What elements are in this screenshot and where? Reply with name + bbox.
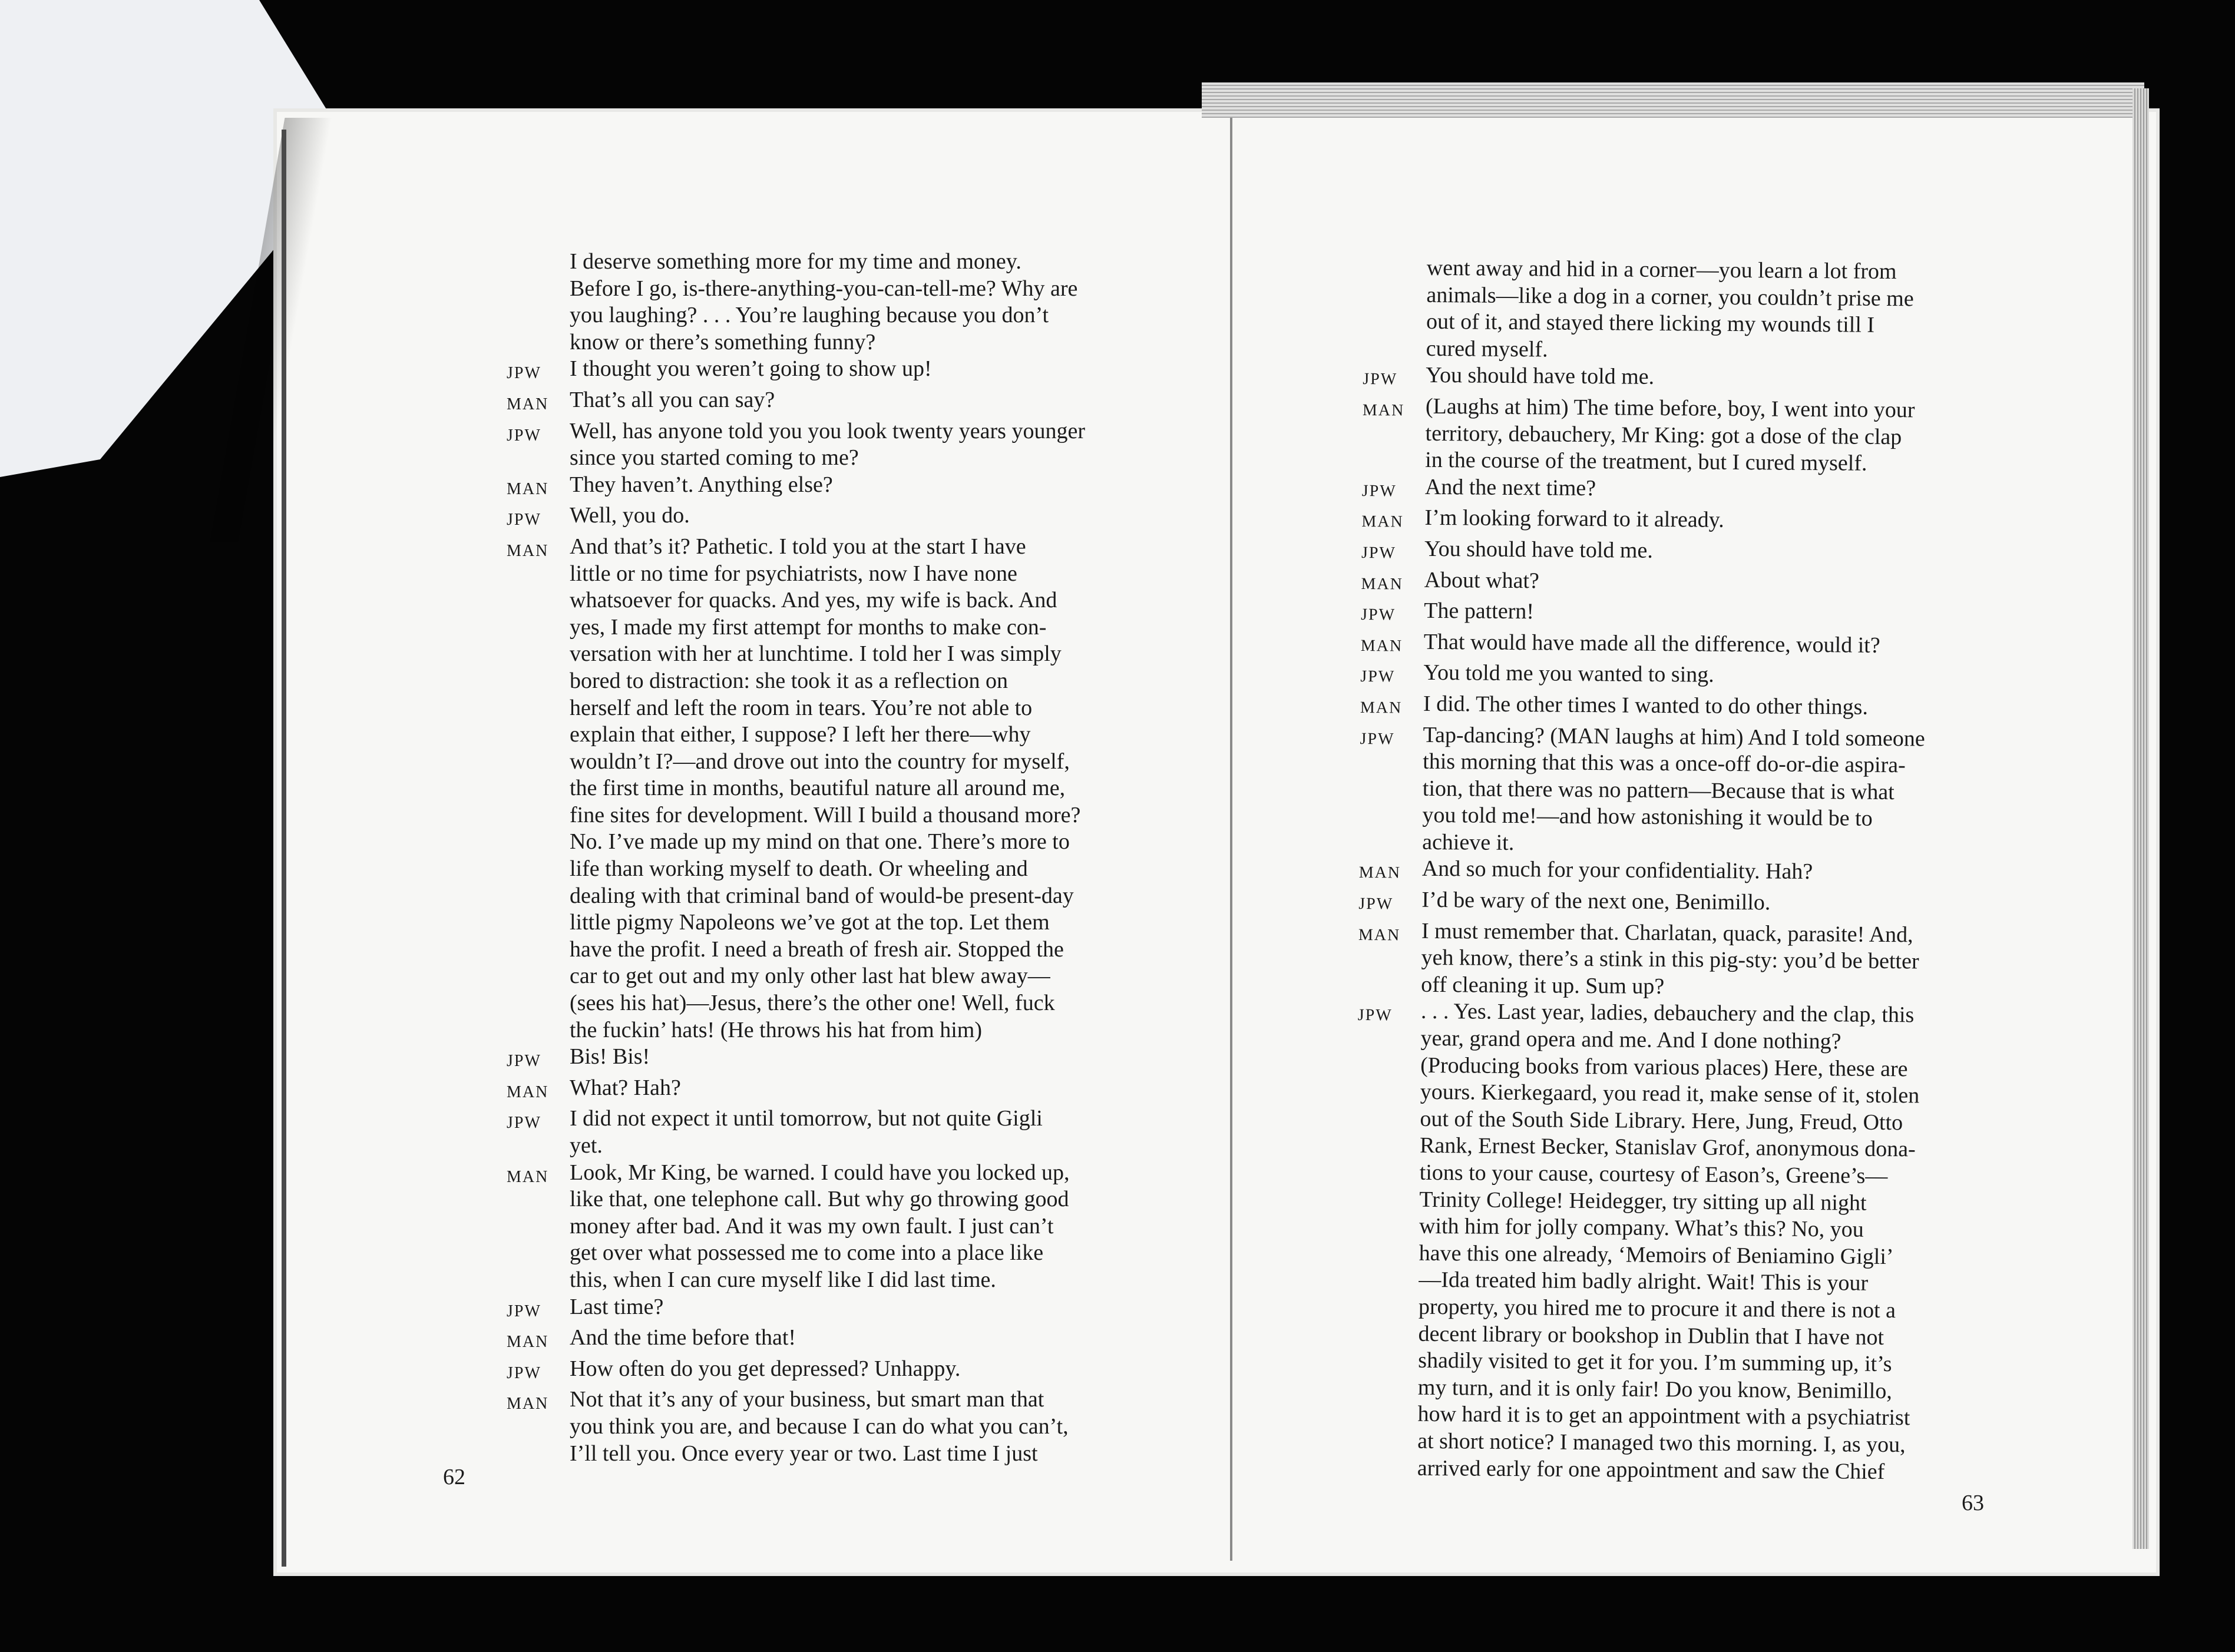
dialogue-text: Look, Mr King, be warned. I could have you locked up, like that, one telephone call. But why go throwing good money after bad. And it was my own fault. I just can’t get over what possessed me to come into a place like this, when I can cure myself like I did last time. [570,1160,1070,1292]
speaker-label: MAN [1362,400,1405,420]
right-page-number: 63 [1962,1491,1984,1515]
dialogue-text: And the time before that! [570,1325,796,1350]
speaker-label: MAN [1360,636,1403,655]
speaker-label: JPW [1361,481,1397,501]
dialogue-text: (Laughs at him) The time before, boy, I went into your territory, debauchery, Mr King: got a dose of the clap in the course of the treatment, but I cured myself. [1425,393,1915,476]
dialogue-text: Bis! Bis! [570,1044,650,1070]
speaker-label [1364,254,1427,259]
dialogue-entry [1363,362,2016,398]
dialogue-entry [507,356,1155,387]
right-page-text [1354,254,2018,1487]
dialogue-entry [507,534,1155,990]
dialogue-entry [507,1044,1155,1075]
speaker-label: JPW [1360,729,1395,748]
speaker-label: JPW [1358,895,1394,913]
dialogue-entry [1358,918,2012,1003]
dialogue-text: Well, has anyone told you you look twenty years younger since you started coming to me? [570,418,1085,471]
dialogue-entry [1361,535,2015,571]
dialogue-text: And that’s it? Pathetic. I told you at the start I have little or no time for psychiatrists, now I have none whatsoever for quacks. And yes, my wife is back. And yes, I made my first attempt for months to make con- versation with her at lunchtime. I told her I was simply bored to distraction: she took it as a reflection on herself and left the room in tears. You’re not able to explain that either, I suppose? I left her there—why wouldn’t I?—and drove out into the country for myself, the first time in months, beautiful nature all around me, fine sites for development. Will I build a thousand more? No. I’ve made up my mind on that one. There’s more to life than working myself to death. Or wheeling and dealing with that criminal band of would-be present-day little pigmy Napoleons we’ve got at the top. Let them have the profit. I need a breath of fresh air. Stopped the car to get out and my only other last hat blew away— [570,534,1081,989]
speaker-label: MAN [507,541,549,560]
dialogue-entry [1361,567,2015,602]
speaker-label: MAN [1358,863,1401,882]
dialogue-entry [507,472,1155,503]
speaker-label [507,990,570,994]
dialogue-entry [1361,504,2015,540]
dialogue-text: I’m looking forward to it already. [1424,505,1724,533]
dialogue-entry [1359,855,2013,891]
speaker-label: JPW [507,511,541,529]
dialogue-entry [507,1356,1155,1387]
dialogue-text: Last time? [570,1294,664,1319]
left-page-number: 62 [443,1465,465,1489]
dialogue-text: You should have told me. [1426,363,1655,390]
dialogue-text: I did not expect it until tomorrow, but not quite Gigli yet. [570,1106,1043,1158]
dialogue-text: went away and hid in a corner—you learn a lot from animals—like a dog in a corner, you couldn’t prise me out of it, and stayed there licking my wounds till I cured myself. [1426,255,1914,362]
speaker-label: MAN [507,395,549,413]
dialogue-text: I’d be wary of the next one, Benimillo. [1421,887,1771,915]
book-spine [1230,118,1232,1561]
dialogue-text: Well, you do. [570,503,690,528]
dialogue-entry [507,1075,1155,1106]
speaker-label: JPW [1360,667,1396,686]
speaker-label [507,249,570,253]
book-left-edge [282,130,286,1567]
dialogue-text: About what? [1424,567,1540,593]
speaker-label: MAN [507,1395,549,1413]
dialogue-entry [507,387,1155,418]
speaker-label: JPW [507,1114,541,1133]
dialogue-entry [1362,474,2016,509]
dialogue-text: Tap-dancing? (MAN laughs at him) And I told someone this morning that this was a once-off do-or-die aspira- tion, that there was no pattern—Because that is what you told me!—and how astonishing it would be to achieve it. [1422,722,1925,855]
dialogue-text: The pattern! [1424,598,1535,624]
dialogue-entry [507,1386,1155,1467]
dialogue-text: How often do you get depressed? Unhappy. [570,1356,961,1381]
dialogue-text: What? Hah? [570,1075,681,1100]
dialogue-entry [1362,393,2016,478]
dialogue-entry [507,990,1155,1044]
speaker-label: JPW [507,1363,541,1382]
dialogue-entry [1360,659,2014,695]
speaker-label: JPW [1361,605,1396,624]
speaker-label: MAN [1360,698,1403,717]
speaker-label: MAN [1361,512,1404,531]
speaker-label: MAN [1358,925,1401,945]
speaker-label: JPW [507,1302,541,1320]
speaker-label: JPW [507,426,541,445]
dialogue-text: You should have told me. [1424,536,1653,563]
speaker-label: JPW [507,1052,541,1071]
dialogue-entry [507,418,1155,472]
dialogue-entry [1354,998,2012,1486]
dialogue-entry [507,249,1155,356]
dialogue-text: And so much for your confidentiality. Hah? [1421,856,1813,885]
speaker-label: JPW [1361,543,1397,562]
dialogue-text: You told me you wanted to sing. [1423,660,1714,688]
dialogue-entry [1359,721,2014,860]
dialogue-text: . . . Yes. Last year, ladies, debauchery and the clap, this year, grand opera and me. And I done nothing? (Producing books from various places) Here, these are yours. Kierkegaard, you read it, make sense of it, stolen out of the South Side Library. Here, Jung, Freud, Otto Rank, Ernest Becker, Stanislav Grof, anonymous dona- tions to your cause, courtesy of Eason’s, Greene’s— Trinity College! Heidegger, try sitting up all night with him for jolly company. What’s this? No, you have this one already, ‘Memoirs of Beniamino Gigli’ —Ida treated him badly alright. Wait! This is your property, you hired me to procure it and there is not a decent library or bookshop in Dublin that I have not shadily visited to get it for you. I’m summing up, it’s my turn, and it is only fair! Do you know, Benimillo, how hard it is to get an appointment with a psychiatrist at short notice? I managed two this morning. I, as you, arrived early for one appointment and saw the Chief [1417,999,1920,1484]
speaker-label: MAN [507,479,549,498]
dialogue-text: I must remember that. Charlatan, quack, parasite! And, yeh know, there’s a stink in this pig-sty: you’d be better off cleaning it up. Sum up? [1421,918,1919,999]
dialogue-text: That’s all you can say? [570,387,775,412]
dialogue-text: That would have made all the difference, would it? [1423,629,1880,658]
left-page-text [507,249,1155,1467]
speaker-label: MAN [1361,574,1404,594]
dialogue-entry [1358,886,2012,922]
dialogue-entry [507,1160,1155,1294]
dialogue-text: I did. The other times I wanted to do other things. [1423,691,1869,720]
dialogue-text: (sees his hat)—Jesus, there’s the other one! Well, fuck the fuckin’ hats! (He throws his hat from him) [570,991,1055,1042]
page-stack-right-edge [2132,88,2149,1549]
dialogue-entry [1361,597,2015,633]
dialogue-text: And the next time? [1424,474,1596,501]
dialogue-entry [1361,628,2015,664]
speaker-label: JPW [507,364,541,383]
speaker-label: MAN [507,1333,549,1352]
dialogue-text: I thought you weren’t going to show up! [570,356,932,382]
speaker-label: MAN [507,1167,549,1186]
speaker-label: MAN [507,1082,549,1101]
dialogue-entry [1363,254,2018,367]
dialogue-entry [507,1294,1155,1325]
dialogue-text: I deserve something more for my time and money. Before I go, is-there-anything-you-can-tell-me? Why are you laughing? . . . You’re laughing because you don’t know or there’s something funny? [570,249,1078,355]
dialogue-text: Not that it’s any of your business, but smart man that you think you are, and because I can do what you can’t, I’ll tell you. Once every year or two. Last time I just [570,1387,1069,1466]
dialogue-entry [507,1105,1155,1159]
page-stack-top-edge [1202,82,2144,118]
dialogue-entry [507,1325,1155,1356]
dialogue-entry [507,502,1155,534]
dialogue-text: They haven’t. Anything else? [570,472,833,497]
dialogue-entry [1360,690,2014,726]
speaker-label: JPW [1357,1006,1393,1025]
speaker-label: JPW [1363,370,1398,389]
